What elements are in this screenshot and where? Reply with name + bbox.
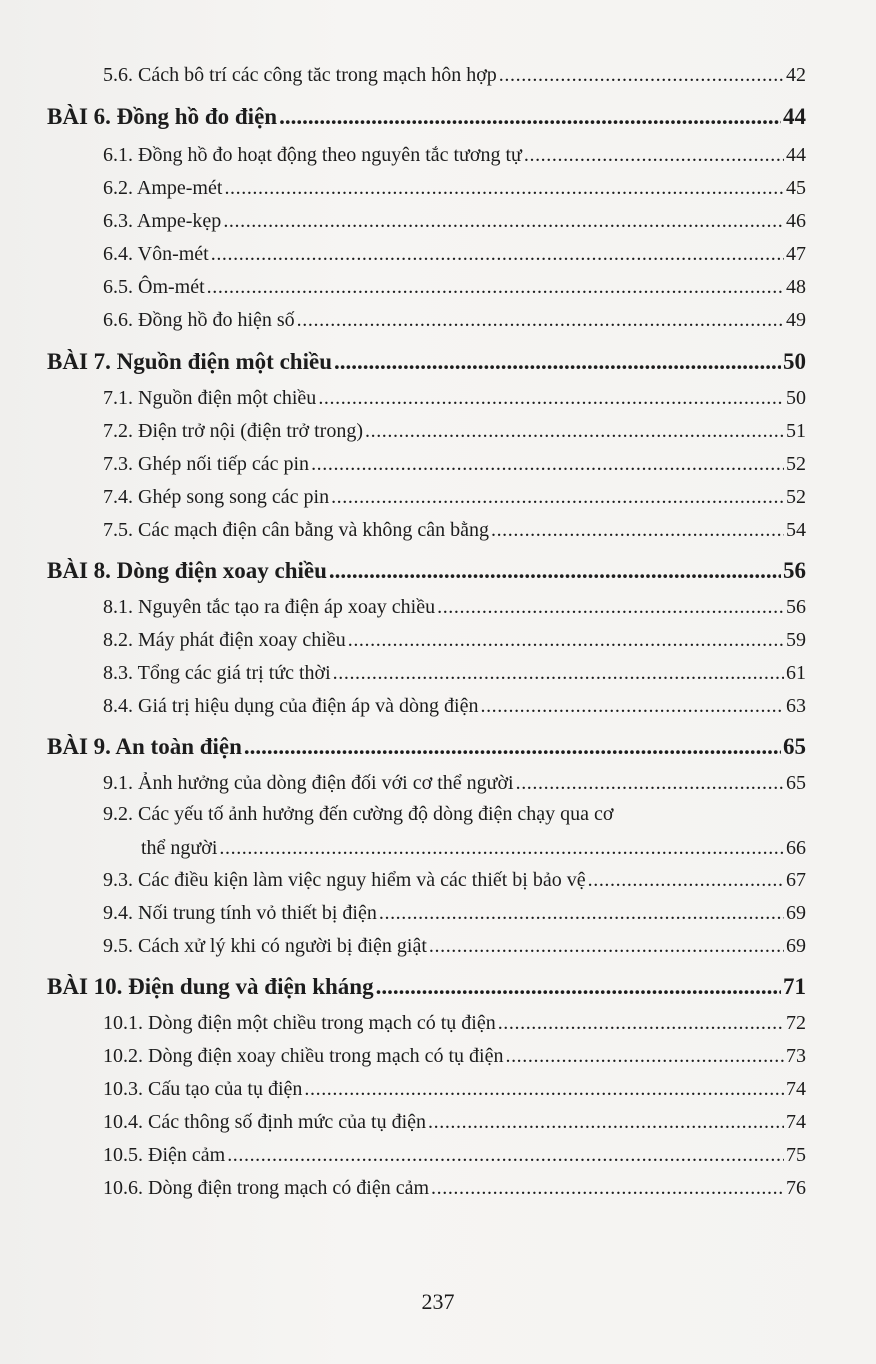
toc-chapter-title: BÀI 8. Dòng điện xoay chiều bbox=[47, 558, 327, 583]
toc-entry-title: 10.4. Các thông số định mức của tụ điện bbox=[103, 1111, 427, 1133]
dot-leader bbox=[304, 1078, 784, 1101]
dot-leader bbox=[334, 349, 781, 375]
toc-section-entry bbox=[103, 902, 806, 930]
toc-entry-title: 9.3. Các điều kiện làm việc nguy hiểm và các thiết bị bảo vệ bbox=[103, 869, 586, 891]
toc-entry-page: 49 bbox=[786, 309, 806, 331]
toc-entry-page: 47 bbox=[786, 243, 806, 265]
toc-entry-title: 6.4. Vôn-mét bbox=[103, 243, 209, 265]
toc-entry-page: 74 bbox=[786, 1078, 806, 1100]
toc-section-entry bbox=[103, 144, 806, 172]
toc-entry-title: 10.1. Dòng điện một chiều trong mạch có tụ điện bbox=[103, 1012, 496, 1034]
toc-entry-page: 65 bbox=[786, 772, 806, 794]
dot-leader bbox=[429, 935, 784, 958]
toc-entry-title: 7.5. Các mạch điện cân bằng và không cân bằng bbox=[103, 519, 489, 541]
dot-leader bbox=[207, 276, 784, 299]
toc-entry-title: 10.6. Dòng điện trong mạch có điện cảm bbox=[103, 1177, 430, 1199]
toc-section-entry bbox=[103, 1045, 806, 1073]
toc-entry-title: 10.3. Cấu tạo của tụ điện bbox=[103, 1078, 303, 1100]
toc-entry-page: 63 bbox=[786, 695, 806, 717]
dot-leader bbox=[499, 64, 784, 87]
dot-leader bbox=[379, 902, 784, 925]
toc-entry-title: 6.5. Ôm-mét bbox=[103, 276, 205, 298]
toc-entry-title: 8.2. Máy phát điện xoay chiều bbox=[103, 629, 346, 651]
toc-section-entry bbox=[103, 1177, 806, 1205]
toc-entry-page: 69 bbox=[786, 935, 806, 957]
toc-entry-page: 46 bbox=[786, 210, 806, 232]
page-number: 237 bbox=[421, 1289, 455, 1314]
toc-entry-page: 72 bbox=[786, 1012, 806, 1034]
toc-chapter-title: BÀI 10. Điện dung và điện kháng bbox=[47, 974, 374, 999]
toc-section-entry bbox=[103, 1144, 806, 1172]
toc-entry-title: 10.5. Điện cảm bbox=[103, 1144, 226, 1166]
toc-entry-page: 48 bbox=[786, 276, 806, 298]
dot-leader bbox=[311, 453, 784, 476]
toc-entry-multiline bbox=[103, 803, 806, 860]
toc-entry-title: 7.2. Điện trở nội (điện trở trong) bbox=[103, 420, 363, 442]
dot-leader bbox=[431, 1177, 784, 1200]
dot-leader bbox=[376, 974, 781, 1000]
toc-entry-title: 6.6. Đồng hồ đo hiện số bbox=[103, 309, 295, 331]
toc-section-entry bbox=[103, 695, 806, 723]
toc-section-entry bbox=[103, 453, 806, 481]
dot-leader bbox=[365, 420, 784, 443]
toc-entry-title: 7.4. Ghép song song các pin bbox=[103, 486, 330, 508]
toc-entry-title: 9.5. Cách xử lý khi có người bị điện giật bbox=[103, 935, 427, 957]
toc-entry-page: 69 bbox=[786, 902, 806, 924]
toc-entry-title: 7.1. Nguồn điện một chiều bbox=[103, 387, 317, 409]
toc-entry-title-line1: 9.2. Các yếu tố ảnh hưởng đến cường độ dòng điện chạy qua cơ bbox=[103, 803, 614, 825]
dot-leader bbox=[505, 1045, 784, 1068]
dot-leader bbox=[223, 210, 784, 233]
toc-chapter-title: BÀI 9. An toàn điện bbox=[47, 734, 242, 759]
toc-entry-page: 50 bbox=[783, 349, 806, 374]
toc-section-entry bbox=[103, 309, 806, 337]
dot-leader bbox=[224, 177, 784, 200]
toc-entry-title: 10.2. Dòng điện xoay chiều trong mạch có tụ điện bbox=[103, 1045, 504, 1067]
toc-entry-title: 9.1. Ảnh hưởng của dòng điện đối với cơ thể người bbox=[103, 772, 514, 794]
toc-entry-page: 44 bbox=[786, 144, 806, 166]
toc-entry-title: 6.3. Ampe-kẹp bbox=[103, 210, 222, 232]
toc-chapter-title: BÀI 7. Nguồn điện một chiều bbox=[47, 349, 332, 374]
toc-chapter-entry bbox=[47, 104, 806, 134]
toc-section-entry bbox=[103, 935, 806, 963]
toc-section-entry bbox=[103, 276, 806, 304]
toc-section-entry bbox=[103, 387, 806, 415]
dot-leader bbox=[480, 695, 784, 718]
dot-leader bbox=[333, 662, 784, 685]
toc-entry-title: 8.1. Nguyên tắc tạo ra điện áp xoay chiều bbox=[103, 596, 436, 618]
toc-entry-page: 73 bbox=[786, 1045, 806, 1067]
toc-entry-page: 75 bbox=[786, 1144, 806, 1166]
toc-section-entry bbox=[103, 420, 806, 448]
toc-section-entry bbox=[103, 662, 806, 690]
toc-entry-page: 67 bbox=[786, 869, 806, 891]
toc-entry-page: 42 bbox=[786, 64, 806, 86]
dot-leader bbox=[588, 869, 784, 892]
dot-leader bbox=[331, 486, 784, 509]
toc-entry-title: 5.6. Cách bô trí các công tăc trong mạch hôn hợp bbox=[103, 64, 497, 86]
toc-section-entry bbox=[103, 486, 806, 514]
toc-section-entry bbox=[103, 177, 806, 205]
dot-leader bbox=[428, 1111, 784, 1134]
toc-entry-page: 56 bbox=[786, 596, 806, 618]
toc-entry-title: 9.4. Nối trung tính vỏ thiết bị điện bbox=[103, 902, 377, 924]
toc-section-entry bbox=[103, 210, 806, 238]
toc-entry-page: 76 bbox=[786, 1177, 806, 1199]
toc-chapter-title: BÀI 6. Đồng hồ đo điện bbox=[47, 104, 278, 129]
dot-leader bbox=[524, 144, 784, 167]
dot-leader bbox=[219, 837, 784, 860]
toc-entry-page: 45 bbox=[786, 177, 806, 199]
toc-entry-page: 56 bbox=[783, 558, 806, 583]
dot-leader bbox=[329, 558, 781, 584]
toc-chapter-entry bbox=[47, 349, 806, 379]
dot-leader bbox=[227, 1144, 784, 1167]
toc-section-entry bbox=[103, 772, 806, 800]
toc-section-entry bbox=[103, 1012, 806, 1040]
dot-leader bbox=[516, 772, 784, 795]
dot-leader bbox=[279, 104, 781, 130]
toc-section-entry bbox=[103, 629, 806, 657]
dot-leader bbox=[491, 519, 784, 542]
dot-leader bbox=[437, 596, 784, 619]
toc-entry-title: 8.4. Giá trị hiệu dụng của điện áp và dòng điện bbox=[103, 695, 479, 717]
dot-leader bbox=[348, 629, 784, 652]
toc-section-entry bbox=[103, 519, 806, 547]
toc-entry-page: 61 bbox=[786, 662, 806, 684]
toc-entry-page: 74 bbox=[786, 1111, 806, 1133]
toc-section-entry bbox=[103, 596, 806, 624]
toc-entry-page: 65 bbox=[783, 734, 806, 759]
toc-entry-title: 8.3. Tổng các giá trị tức thời bbox=[103, 662, 331, 684]
dot-leader bbox=[498, 1012, 784, 1035]
toc-chapter-entry bbox=[47, 974, 806, 1004]
toc-entry-page: 52 bbox=[786, 486, 806, 508]
toc-section-entry bbox=[103, 1111, 806, 1139]
toc-entry-page: 71 bbox=[783, 974, 806, 999]
toc-entry-page: 54 bbox=[786, 519, 806, 541]
toc-entry-title: 6.2. Ampe-mét bbox=[103, 177, 223, 199]
dot-leader bbox=[297, 309, 784, 332]
toc-entry-page: 66 bbox=[786, 837, 806, 859]
toc-section-entry bbox=[103, 1078, 806, 1106]
toc-entry-page: 59 bbox=[786, 629, 806, 651]
dot-leader bbox=[244, 734, 781, 760]
toc-section-entry bbox=[103, 869, 806, 897]
toc-chapter-entry bbox=[47, 734, 806, 764]
toc-entry-page: 52 bbox=[786, 453, 806, 475]
toc-entry-title: 6.1. Đồng hồ đo hoạt động theo nguyên tắc tương tự bbox=[103, 144, 522, 166]
toc-entry-title: 7.3. Ghép nối tiếp các pin bbox=[103, 453, 310, 475]
toc-section-entry bbox=[103, 64, 806, 92]
toc-entry-title-line2: thể người bbox=[141, 837, 218, 859]
toc-entry-page: 44 bbox=[783, 104, 806, 129]
toc-chapter-entry bbox=[47, 558, 806, 588]
dot-leader bbox=[211, 243, 784, 266]
toc-entry-page: 51 bbox=[786, 420, 806, 442]
dot-leader bbox=[318, 387, 784, 410]
toc-entry-page: 50 bbox=[786, 387, 806, 409]
toc-section-entry bbox=[103, 243, 806, 271]
